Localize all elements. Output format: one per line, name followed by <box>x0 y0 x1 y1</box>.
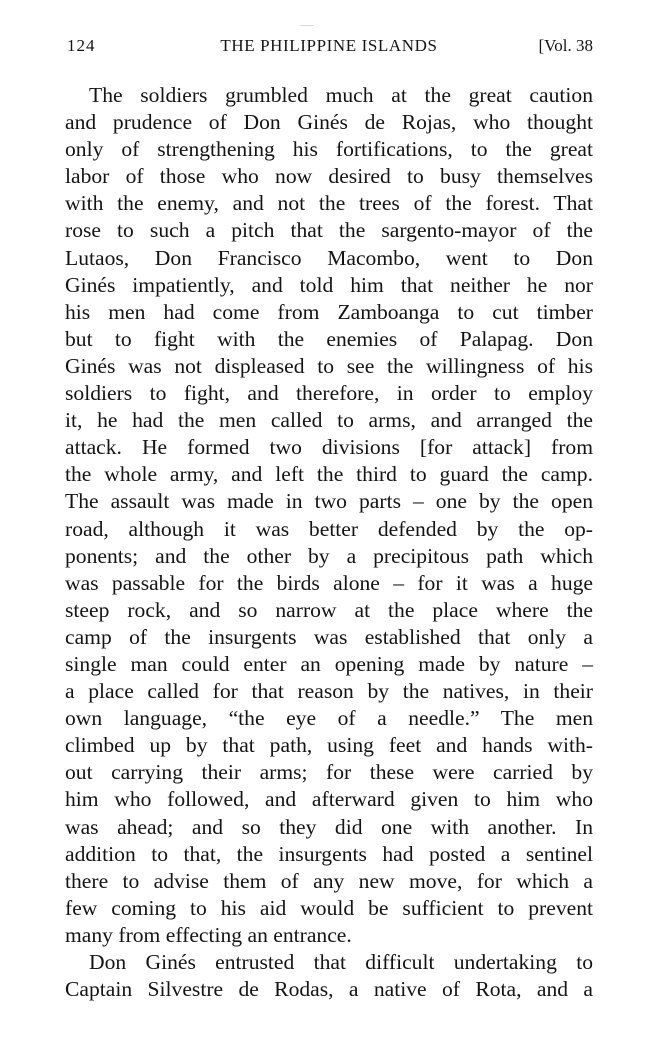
text-line: but to fight with the enemies of Palapag. Don <box>65 326 593 351</box>
text-line: Captain Silvestre de Rodas, a native of Rota, and a <box>65 977 593 1002</box>
text-line: labor of those who now desired to busy themselves <box>65 164 593 189</box>
text-line: own language, “the eye of a needle.” The men <box>65 706 593 731</box>
body-text <box>65 82 593 1003</box>
text-line: his men had come from Zamboanga to cut timber <box>65 299 593 324</box>
text-line: Lutaos, Don Francisco Macombo, went to Don <box>65 245 593 270</box>
text-line: rose to such a pitch that the sargento-mayor of the <box>65 218 593 243</box>
scan-artifact-mark <box>300 25 314 26</box>
text-line: climbed up by that path, using feet and hands with- <box>65 733 593 758</box>
text-line: only of strengthening his fortifications, to the great <box>65 137 593 162</box>
text-line: there to advise them of any new move, for which a <box>65 868 593 893</box>
text-line: addition to that, the insurgents had posted a sentinel <box>65 841 593 866</box>
running-title: THE PHILIPPINE ISLANDS <box>220 36 438 55</box>
text-line: many from effecting an entrance. <box>65 922 352 947</box>
running-header <box>65 36 593 62</box>
text-line: road, although it was better defended by the op- <box>65 516 593 541</box>
text-line: attack. He formed two divisions [for attack] from <box>65 435 593 460</box>
text-line: was passable for the birds alone – for it was a huge <box>65 570 593 595</box>
text-line: camp of the insurgents was established that only a <box>65 624 593 649</box>
text-line: The assault was made in two parts – one by the open <box>65 489 593 514</box>
text-line: ponents; and the other by a precipitous path which <box>65 543 593 568</box>
text-line: The soldiers grumbled much at the great caution <box>89 83 593 107</box>
text-line: it, he had the men called to arms, and arranged the <box>65 408 593 433</box>
text-line: single man could enter an opening made by nature – <box>65 651 593 676</box>
text-line: him who followed, and afterward given to him who <box>65 787 593 812</box>
page-number: 124 <box>67 36 96 55</box>
text-line: few coming to his aid would be sufficient to prevent <box>65 895 593 920</box>
text-line: Ginés was not displeased to see the willingness of his <box>65 353 593 378</box>
text-line: was ahead; and so they did one with another. In <box>65 814 593 839</box>
text-line: out carrying their arms; for these were carried by <box>65 760 593 785</box>
volume-label: [Vol. 38 <box>538 36 593 55</box>
text-line: Don Ginés entrusted that difficult undertaking to <box>89 950 593 974</box>
text-line: steep rock, and so narrow at the place where the <box>65 597 593 622</box>
text-line: with the enemy, and not the trees of the forest. That <box>65 191 593 216</box>
text-line: Ginés impatiently, and told him that neither he nor <box>65 272 593 297</box>
text-line: soldiers to fight, and therefore, in order to employ <box>65 381 593 406</box>
text-line: a place called for that reason by the natives, in their <box>65 679 593 704</box>
text-line: the whole army, and left the third to guard the camp. <box>65 462 593 487</box>
text-line: and prudence of Don Ginés de Rojas, who thought <box>65 110 593 135</box>
